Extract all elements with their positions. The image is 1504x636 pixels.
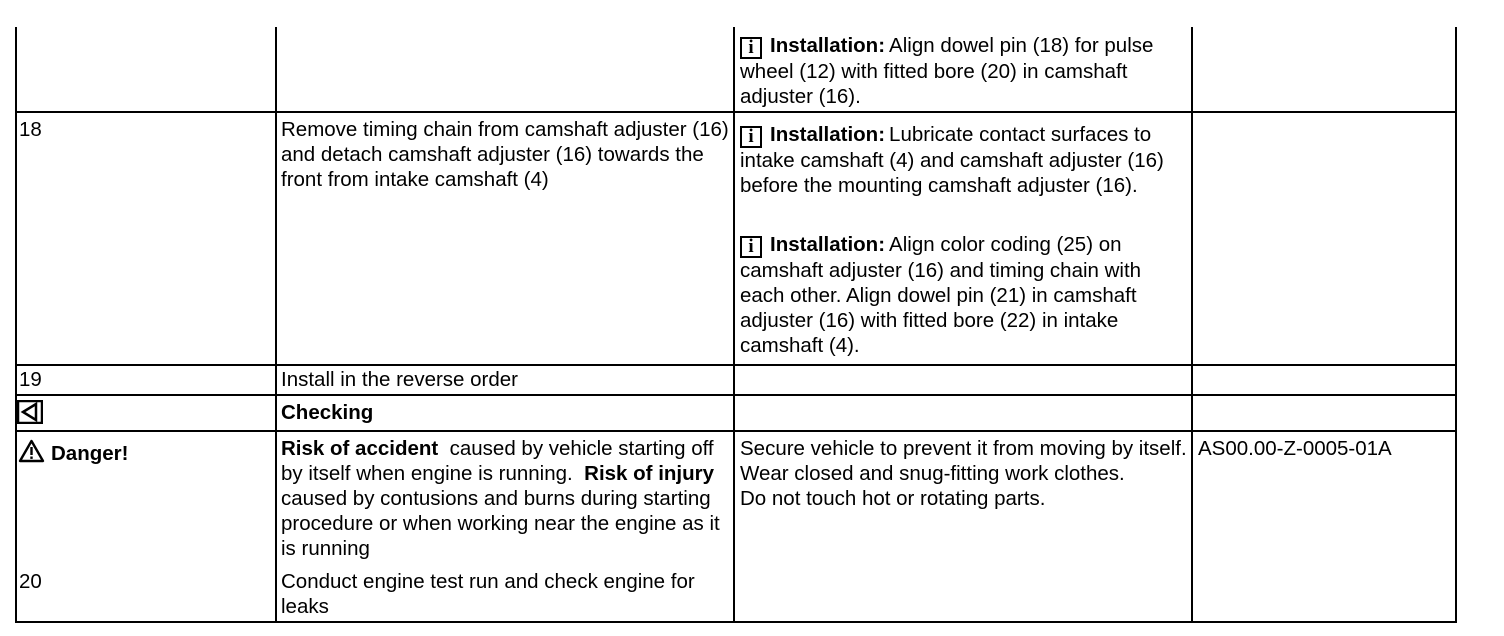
installation-note [740,122,1188,198]
step-action: Remove timing chain from camshaft adjuster (16) and detach camshaft adjuster (16) towards the front from intake camshaft (4) [281,118,729,191]
step-action: Conduct engine test run and check engine for leaks [281,570,695,618]
risk-accident-label: Risk of accident [281,437,439,460]
reference-link[interactable]: AS00.00-Z-0005-01A [1198,437,1392,460]
installation-keyword: Installation: [770,123,886,146]
table-column-divider-1 [275,27,277,623]
info-icon: i [740,126,762,148]
installation-text: Align dowel pin (18) for pulse wheel (12) with fitted bore (20) in camshaft adjuster (16). [740,34,1154,108]
table-border-bottom [15,621,1457,623]
table-border-right [1455,27,1457,623]
installation-keyword: Installation: [770,34,886,57]
row-divider [15,394,1457,396]
step-number: 19 [19,368,42,391]
risk-accident-text: caused by vehicle starting off by itself when engine is running. [281,437,714,485]
row-divider [15,364,1457,366]
risk-injury-label: Risk of injury [584,462,715,485]
table-border-left [15,27,17,623]
installation-note [740,232,1188,358]
step-number: 20 [19,570,42,593]
step-number: 18 [19,118,42,141]
step-action: Install in the reverse order [281,368,519,391]
table-column-divider-3 [1191,27,1193,623]
installation-text: Lubricate contact surfaces to intake camshaft (4) and camshaft adjuster (16) before the mounting camshaft adjuster (16). [740,123,1164,197]
danger-text: Danger! [51,442,129,465]
safety-measures: Secure vehicle to prevent it from moving by itself. Wear closed and snug-fitting work clothes. Do not touch hot or rotating parts. [740,437,1187,510]
risk-injury-text: caused by contusions and burns during starting procedure or when working near the engine as it is running [281,487,720,560]
table-column-divider-2 [733,27,735,623]
info-icon: i [740,37,762,59]
danger-label [18,439,128,466]
hazard-description [281,436,729,561]
info-icon: i [740,236,762,258]
section-heading-checking: Checking [281,401,374,424]
checking-arrow-icon [17,400,43,424]
row-divider [15,430,1457,432]
installation-text: Align color coding (25) on camshaft adjuster (16) and timing chain with each other. Align dowel pin (21) in camshaft adjuster (16) with fitted bore (22) in intake camshaft (4). [740,233,1142,357]
installation-keyword: Installation: [770,233,886,256]
installation-note [740,33,1188,109]
row-divider [15,111,1457,113]
warning-triangle-icon [18,439,45,463]
